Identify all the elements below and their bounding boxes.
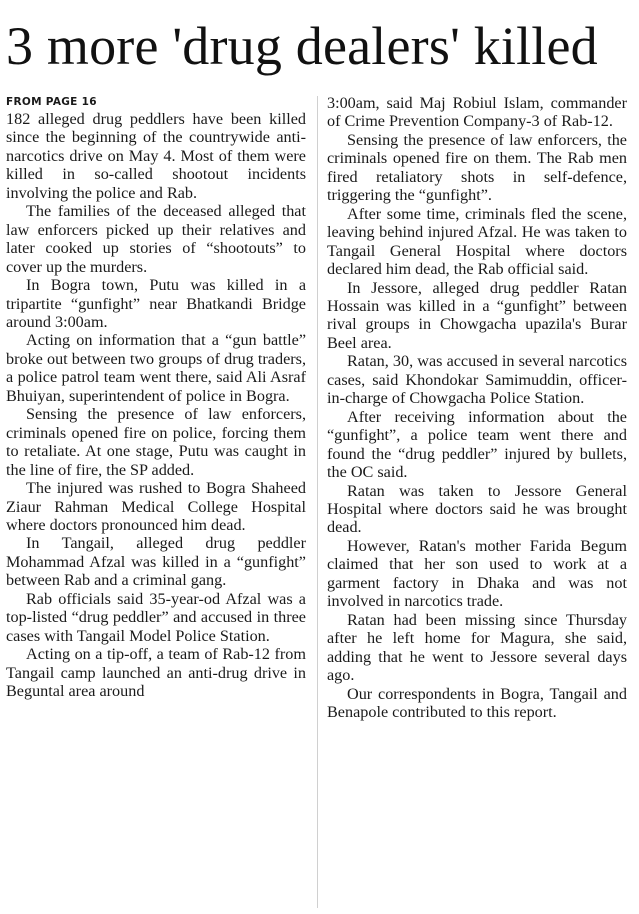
paragraph: Ratan had been missing since Thursday after he left home for Magura, she said, adding that he went to Jessore several days ago. — [327, 610, 627, 685]
article-column-left — [6, 93, 306, 913]
paragraph: 182 alleged drug peddlers have been killed since the beginning of the countrywide anti-narcotics drive on May 4. Most of them were killed in so-called shootout incidents involving the police and Rab. — [6, 110, 306, 202]
dateline: FROM PAGE 16 — [6, 96, 97, 108]
article-column-right — [327, 94, 627, 914]
paragraph: Rab officials said 35-year-od Afzal was a top-listed “drug peddler” and accused in three cases with Tangail Model Police Station. — [6, 589, 306, 645]
paragraph: However, Ratan's mother Farida Begum claimed that her son used to work at a garment factory in Dhaka and was not involved in narcotics trade. — [327, 536, 627, 611]
paragraph: After some time, criminals fled the scene, leaving behind injured Afzal. He was taken to Tangail General Hospital where doctors declared him dead, the Rab official said. — [327, 204, 627, 279]
paragraph: In Jessore, alleged drug peddler Ratan Hossain was killed in a “gunfight” between rival groups in Chowgacha upazila's Burar Beel area. — [327, 278, 627, 352]
paragraph: Sensing the presence of law enforcers, criminals opened fire on police, forcing them to retaliate. At one stage, Putu was caught in the line of fire, the SP added. — [6, 405, 306, 479]
paragraph: After receiving information about the “gunfight”, a police team went there and found the “drug peddler” injured by bullets, the OC said. — [327, 407, 627, 482]
paragraph: Acting on a tip-off, a team of Rab-12 from Tangail camp launched an anti-drug drive in Beguntal area around — [6, 645, 306, 701]
headline: 3 more 'drug dealers' killed — [6, 16, 598, 76]
paragraph: Sensing the presence of law enforcers, the criminals opened fire on them. The Rab men fired retaliatory shots in self-defence, triggering the “gunfight”. — [327, 130, 627, 205]
paragraph: The injured was rushed to Bogra Shaheed Ziaur Rahman Medical College Hospital where doctors pronounced him dead. — [6, 479, 306, 534]
paragraph: Ratan, 30, was accused in several narcotics cases, said Khondokar Samimuddin, officer-in-charge of Chowgacha Police Station. — [327, 352, 627, 408]
column-divider — [317, 96, 318, 908]
paragraph: Our correspondents in Bogra, Tangail and Benapole contributed to this report. — [327, 684, 627, 721]
paragraph: In Bogra town, Putu was killed in a tripartite “gunfight” near Bhatkandi Bridge around 3:00am. — [6, 276, 306, 331]
paragraph: In Tangail, alleged drug peddler Mohammad Afzal was killed in a “gunfight” between Rab and a criminal gang. — [6, 534, 306, 590]
paragraph: 3:00am, said Maj Robiul Islam, commander of Crime Prevention Company-3 of Rab-12. — [327, 94, 627, 131]
paragraph: Ratan was taken to Jessore General Hospital where doctors said he was brought dead. — [327, 481, 627, 537]
paragraph: The families of the deceased alleged that law enforcers picked up their relatives and later cooked up stories of “shootouts” to cover up the murders. — [6, 202, 306, 276]
paragraph: Acting on information that a “gun battle” broke out between two groups of drug traders, a police patrol team went there, said Ali Asraf Bhuiyan, superintendent of police in Bogra. — [6, 331, 306, 405]
